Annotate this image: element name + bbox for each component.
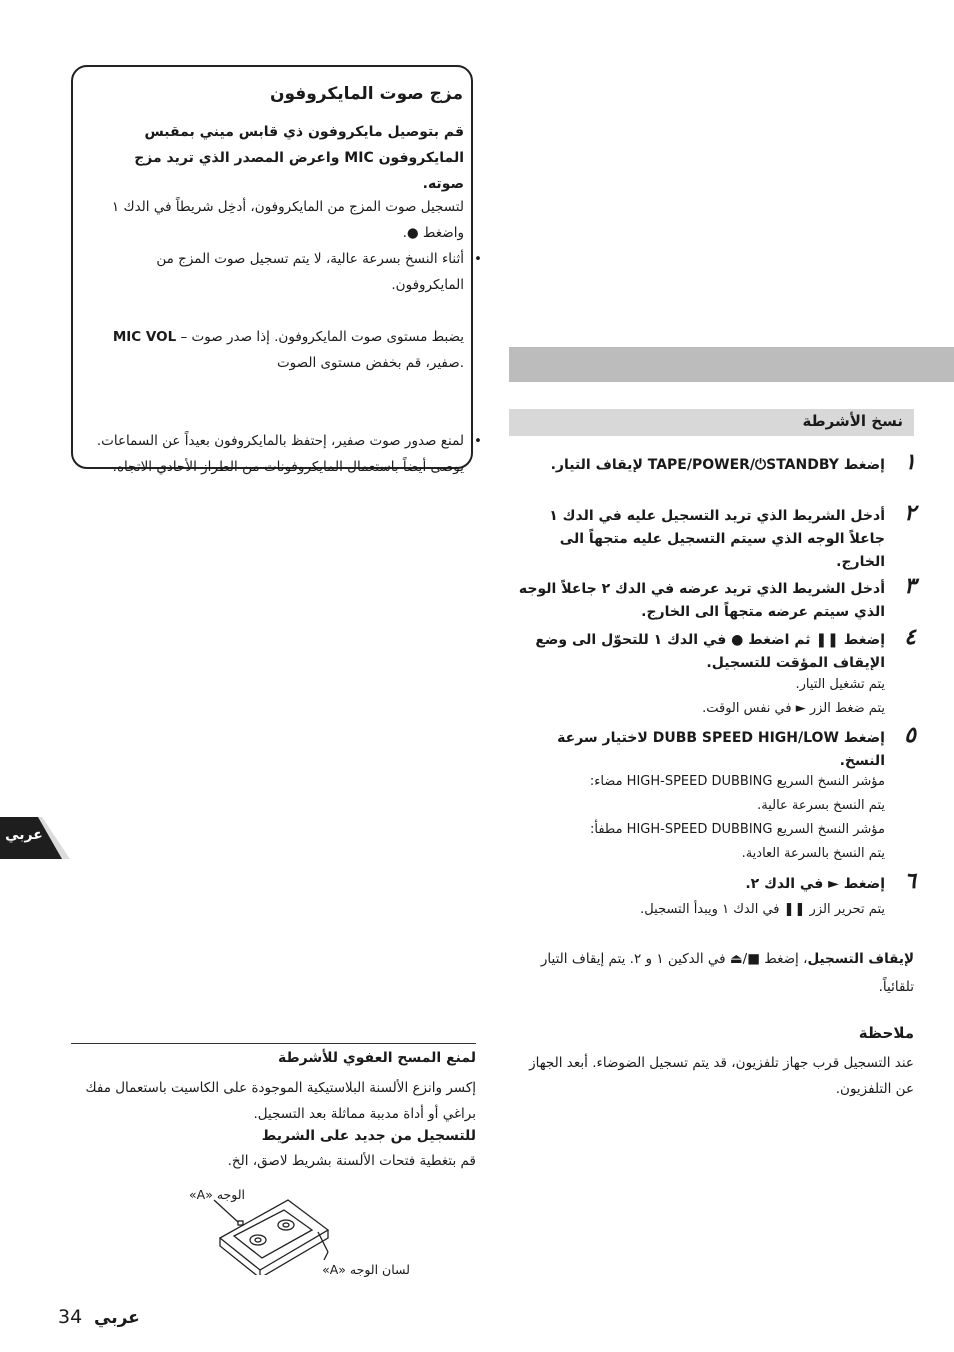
step-text: أدخل الشريط الذي تريد عرضه في الدك ٢ جاعلاً الوجه الذي سيتم عرضه متجهاً الى الخارج. — [518, 581, 885, 620]
stop-recording-text — [509, 945, 914, 1001]
step-note: يتم النسخ بسرعة عالية. — [757, 798, 885, 813]
mixing-instruction: قم بتوصيل مايكروفون ذي قابس ميني بمقبس المايكروفون MIC واعرض المصدر الذي تريد مزج صوته. — [134, 124, 464, 192]
erase-title: لمنع المسح العفوي للأشرطة — [277, 1050, 476, 1066]
step-note: يتم النسخ بالسرعة العادية. — [741, 846, 885, 861]
step-text: أدخل الشريط الذي تريد التسجيل عليه في الدك ١ جاعلاً الوجه الذي سيتم التسجيل عليه متجهاً الى الخارج. — [549, 508, 885, 570]
note-body: عند التسجيل قرب جهاز تلفزيون، قد يتم تسجيل الضوضاء. أبعد الجهاز عن التلفزيون. — [529, 1055, 914, 1097]
step-number: ٢ — [904, 501, 916, 526]
rerecord-title: للتسجيل من جديد على الشريط — [261, 1128, 476, 1144]
mixing-paragraph: لتسجيل صوت المزج من المايكروفون، أدخِل شريطاً في الدك ١ واضغط ●. — [111, 199, 464, 241]
step-number: ٥ — [904, 723, 916, 748]
side-a-label: الوجه «A» — [188, 1187, 245, 1202]
divider — [71, 1043, 476, 1044]
erase-body: إكسر وانزع الألسنة البلاستيكية الموجودة على الكاسيت باستعمال مفك براغي أو أداة مدببة مماثلة بعد التسجيل. — [85, 1080, 476, 1122]
stop-recording-desc: ، إضغط ■/⏏ في الدكين ١ و ٢. يتم إيقاف التيار تلقائياً. — [540, 951, 914, 995]
mic-vol-text: – يضبط مستوى صوت المايكروفون. إذا صدر صوت صفير، قم بخفض مستوى الصوت. — [180, 329, 464, 371]
step-text: إضغط ► في الدك ٢. — [745, 876, 885, 892]
stop-recording-label: لإيقاف التسجيل — [807, 951, 914, 967]
step-number: ٣ — [904, 574, 916, 599]
note-title: ملاحظة — [858, 1024, 914, 1042]
step-note: مؤشر النسخ السريع HIGH-SPEED DUBBING مضاء: — [589, 774, 885, 789]
step-note: يتم تشغيل التيار. — [795, 677, 885, 692]
step-note: يتم ضغط الزر ► في نفس الوقت. — [702, 701, 885, 716]
mixing-title: مزج صوت المايكروفون — [269, 84, 463, 104]
step-number: ٤ — [904, 625, 916, 650]
step-text: إضغط ❚❚ ثم اضغط ● في الدك ١ للتحوّل الى وضع الإيقاف المؤقت للتسجيل. — [535, 632, 885, 671]
step-text: إضغط DUBB SPEED HIGH/LOW لاختيار سرعة النسخ. — [557, 730, 885, 769]
section-bar — [509, 347, 954, 382]
page-language: عربي — [94, 1308, 140, 1328]
mixing-bullet: • لمنع صدور صوت صفير، إحتفظ بالمايكروفون بعيداً عن السماعات. يوصى أيضاً باستعمال المايكروفونات من الطراز الأحادي الاتجاه. — [85, 428, 482, 480]
rerecord-body: قم بتغطية فتحات الألسنة بشريط لاصق، الخ. — [227, 1153, 476, 1169]
mic-vol-label: MIC VOL — [112, 329, 177, 345]
tab-label: لسان الوجه «A» — [322, 1262, 410, 1277]
step-text: إضغط TAPE/POWER/⏻STANDBY لإيقاف التيار. — [550, 457, 885, 473]
mic-vol-paragraph — [85, 324, 464, 376]
step-note: مؤشر النسخ السريع HIGH-SPEED DUBBING مطفأ: — [589, 822, 885, 837]
side-tab-label: عربي — [5, 827, 43, 843]
step-note: يتم تحرير الزر ❚❚ في الدك ١ ويبدأ التسجيل. — [640, 902, 885, 917]
page-number: 34 — [58, 1306, 83, 1328]
dubbing-header: نسخ الأشرطة — [802, 412, 903, 430]
step-number: ١ — [904, 450, 916, 475]
mixing-bullet: • أثناء النسخ بسرعة عالية، لا يتم تسجيل صوت المزج من المايكروفون. — [85, 246, 482, 298]
step-number: ٦ — [904, 869, 916, 894]
